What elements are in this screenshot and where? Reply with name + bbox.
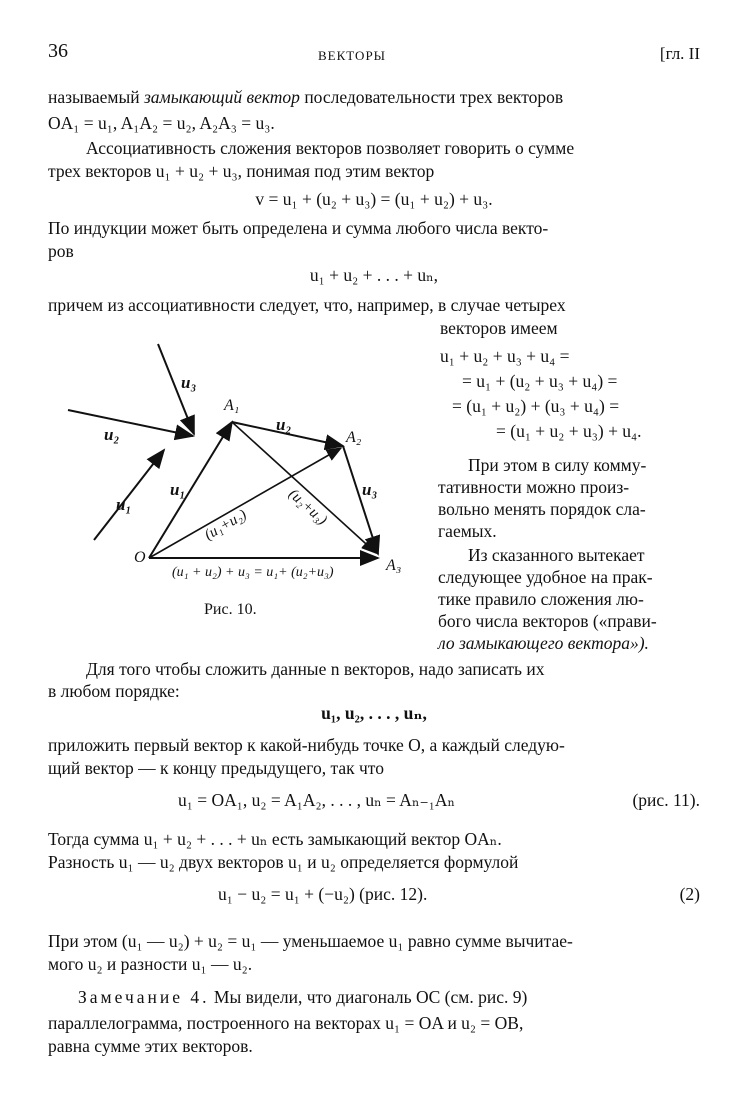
p4-eq2: = u₁ + (u₂ + u₃ + u₄) =	[462, 371, 618, 391]
label-A1: A₁	[224, 397, 240, 414]
p4-eq4: = (u₁ + u₂ + u₃) + u₄.	[496, 421, 642, 441]
p3-equation: u₁ + u₂ + . . . + uₙ,	[309, 265, 439, 285]
p6-l4: бого числа векторов («прави-	[438, 611, 657, 631]
label-u2-free: u₂	[104, 425, 120, 444]
label-u2-plus-u3: (u₂+u₃)	[285, 486, 330, 529]
p9-line1: Тогда сумма u₁ + u₂ + . . . + uₙ есть замыкающий вектор OAₙ.	[48, 829, 502, 849]
label-u1-plus-u2: (u₁+u₂)	[202, 506, 250, 544]
book-page	[48, 0, 700, 1100]
p3-line2: ров	[48, 241, 74, 261]
label-u1-inner: u₁	[170, 480, 186, 499]
p4-line1: причем из ассоциативности следует, что, например, в случае четырех	[48, 295, 566, 315]
label-O: O	[134, 549, 146, 566]
p7-equation: u₁, u₂, . . . , uₙ,	[321, 703, 427, 723]
chapter-ref: [гл. II	[659, 44, 700, 63]
p6-l1: Из сказанного вытекает	[468, 545, 645, 565]
label-u3: u₃	[181, 373, 197, 392]
label-A2: A₂	[346, 429, 362, 446]
p4-line2: векторов имеем	[440, 318, 558, 338]
p11-line3: равна сумме этих векторов.	[48, 1036, 253, 1056]
p6-l5: ло замыкающего вектора»).	[438, 633, 649, 653]
p7-line1: Для того чтобы сложить данные n векторов, надо записать их	[86, 659, 545, 679]
p4-eq1: u₁ + u₂ + u₃ + u₄ =	[440, 346, 570, 366]
page-number: 36	[48, 40, 68, 62]
page-header	[48, 40, 700, 66]
figure-10	[48, 330, 443, 650]
p3-line1: По индукции может быть определена и сумма любого числа векто-	[48, 218, 549, 238]
free-vector-u2	[68, 410, 193, 436]
p1-formula: OA₁ = u₁, A₁A₂ = u₂, A₂A₃ = u₃.	[48, 113, 275, 133]
p5-l2: тативности можно произ-	[438, 477, 630, 497]
p8-line2: щий вектор — к концу предыдущего, так что	[48, 758, 384, 778]
p6-l3: тике правило сложения лю-	[438, 589, 644, 609]
p5-l3: вольно менять порядок сла-	[438, 499, 646, 519]
label-u3-right: u₃	[362, 480, 378, 499]
p8-equation: u₁ = OA₁, u₂ = A₁A₂, . . . , uₙ = Aₙ₋₁Aₙ	[178, 790, 456, 810]
p4-eq3: = (u₁ + u₂) + (u₃ + u₄) =	[452, 396, 620, 416]
label-u1-free: u₁	[116, 495, 132, 514]
p11-line1	[78, 986, 700, 1009]
p6-l2: следующее удобное на прак-	[438, 567, 653, 587]
running-title: ВЕКТОРЫ	[318, 48, 387, 63]
figure-caption: Рис. 10.	[204, 601, 257, 618]
p5-l1: При этом в силу комму-	[468, 455, 647, 475]
p10-line2: мого u₂ и разности u₁ — u₂.	[48, 954, 253, 974]
p2-equation: v = u₁ + (u₂ + u₃) = (u₁ + u₂) + u₃.	[255, 189, 493, 209]
p8-figure-ref: (рис. 11).	[632, 790, 700, 810]
p7-line2: в любом порядке:	[48, 681, 180, 701]
label-A3: A₃	[386, 557, 402, 574]
p1-line1: называемый замыкающий вектор последовательности трех векторов	[48, 87, 564, 107]
vector-A2A3	[343, 446, 378, 554]
p9-equation-number: (2)	[679, 884, 700, 904]
p2-line2: трех векторов u₁ + u₂ + u₃, понимая под этим вектор	[48, 161, 435, 181]
label-u2-top: u₂	[276, 415, 292, 434]
remark-label: Замечание 4.	[78, 987, 210, 1007]
remark-text: Мы видели, что диагональ OC (см. рис. 9)	[213, 987, 528, 1007]
p10-line1: При этом (u₁ — u₂) + u₂ = u₁ — уменьшаемое u₁ равно сумме вычитае-	[48, 931, 573, 951]
p11-line2: параллелограмма, построенного на векторах u₁ = OA и u₂ = OB,	[48, 1013, 524, 1033]
p9-line2: Разность u₁ — u₂ двух векторов u₁ и u₂ определяется формулой	[48, 852, 519, 872]
vector-diagram	[48, 330, 443, 650]
p8-line1: приложить первый вектор к какой-нибудь точке O, а каждый следую-	[48, 735, 565, 755]
p5-l4: гаемых.	[438, 521, 497, 541]
p2-line1: Ассоциативность сложения векторов позволяет говорить о сумме	[86, 138, 575, 158]
p9-equation: u₁ − u₂ = u₁ + (−u₂) (рис. 12).	[218, 884, 428, 904]
label-bottom-sum: (u₁ + u₂) + u₃ = u₁+ (u₂+u₃)	[172, 565, 334, 580]
italic-term: замыкающий вектор	[143, 87, 300, 107]
